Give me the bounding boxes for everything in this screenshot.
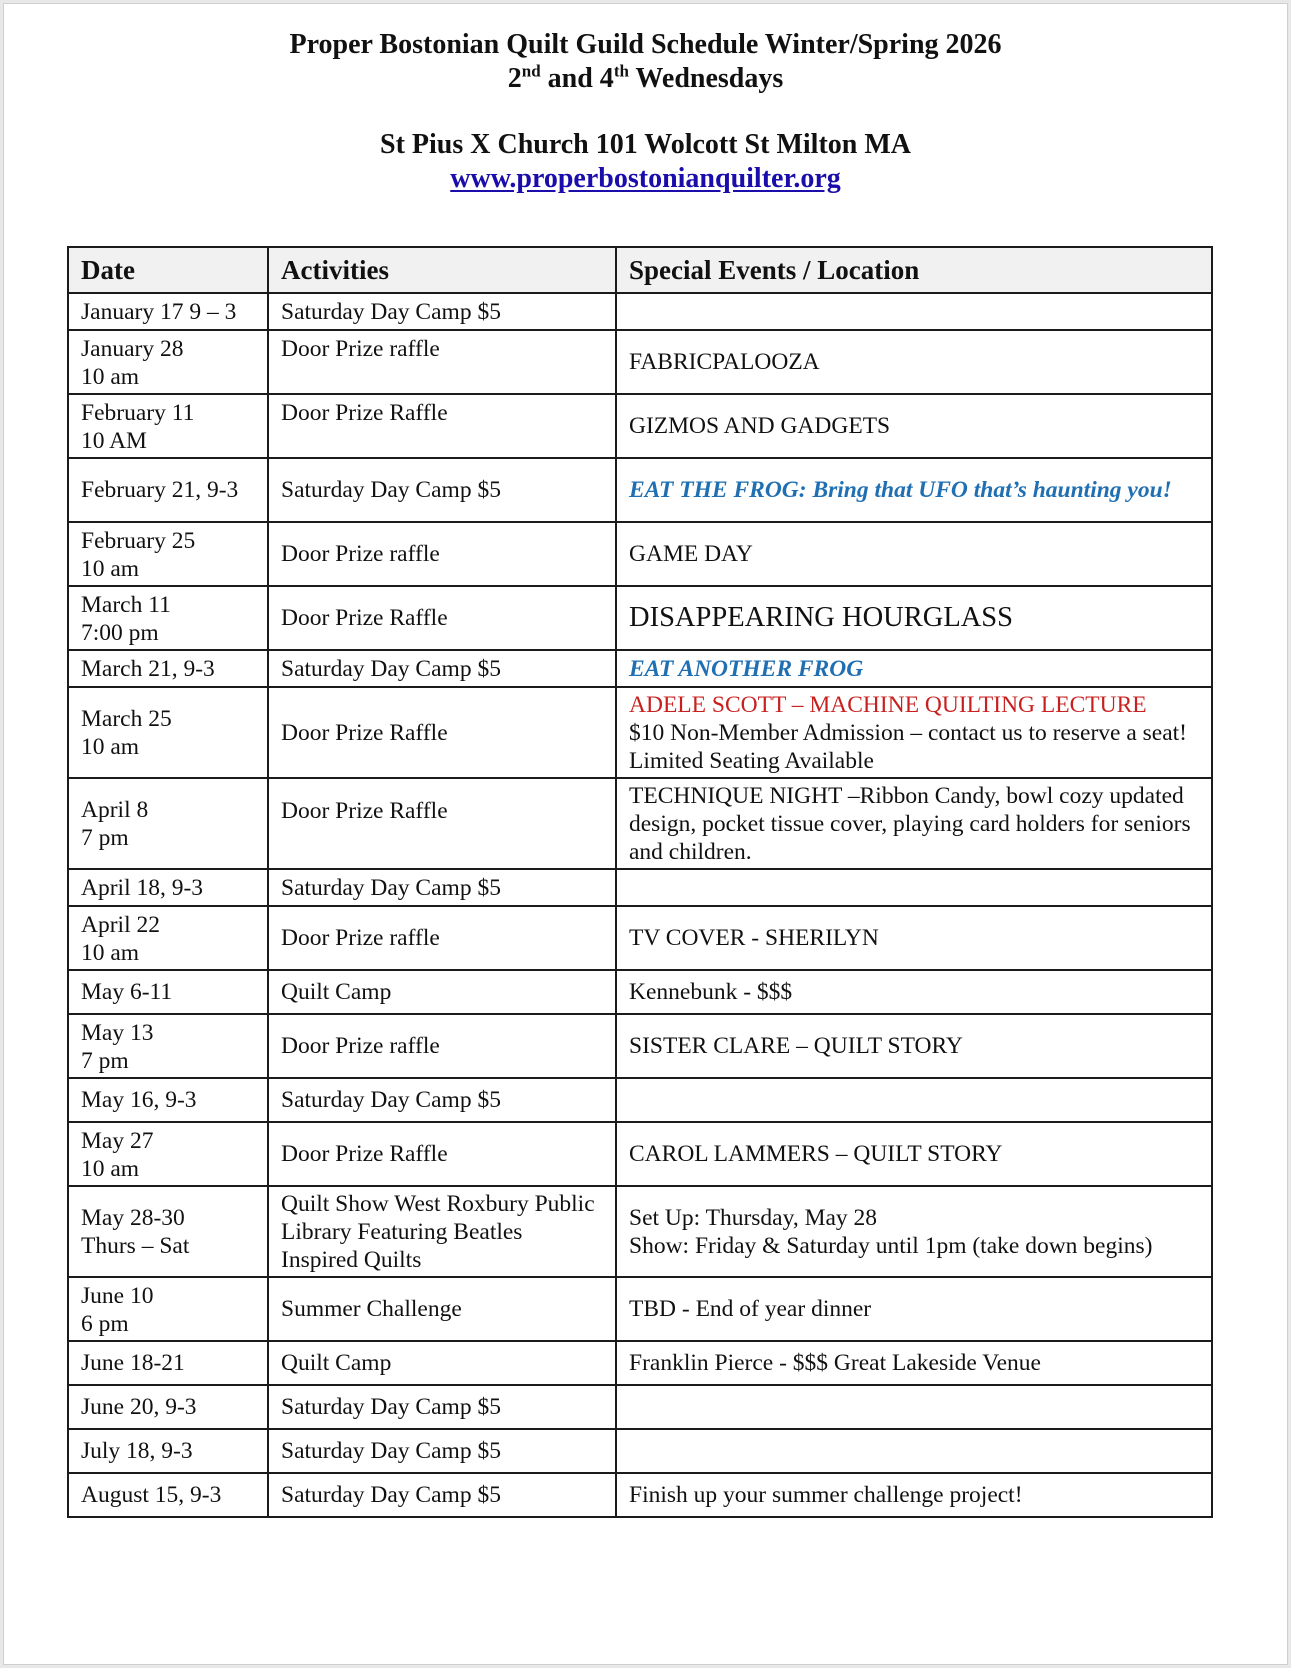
activity-cell: Door Prize Raffle	[268, 586, 616, 650]
table-row	[68, 906, 1212, 970]
date-cell: April 8 7 pm	[68, 778, 268, 869]
date-cell: February 11 10 AM	[68, 394, 268, 458]
event-cell: GIZMOS AND GADGETS	[616, 394, 1212, 458]
activity-cell: Saturday Day Camp $5	[268, 1385, 616, 1429]
activity-cell: Summer Challenge	[268, 1277, 616, 1341]
event-cell: SISTER CLARE – QUILT STORY	[616, 1014, 1212, 1078]
date-cell: March 21, 9-3	[68, 650, 268, 687]
venue-address: St Pius X Church 101 Wolcott St Milton MA	[380, 129, 911, 160]
date-cell: June 18-21	[68, 1341, 268, 1385]
activity-cell: Door Prize raffle	[268, 522, 616, 586]
activity-cell: Saturday Day Camp $5	[268, 293, 616, 330]
date-cell: March 11 7:00 pm	[68, 586, 268, 650]
date-cell: March 25 10 am	[68, 687, 268, 778]
table-row	[68, 687, 1212, 778]
event-cell	[616, 1385, 1212, 1429]
activity-cell: Quilt Show West Roxbury Public Library Featuring Beatles Inspired Quilts	[268, 1186, 616, 1277]
event-cell: Franklin Pierce - $$$ Great Lakeside Venue	[616, 1341, 1212, 1385]
activity-cell: Door Prize raffle	[268, 330, 616, 394]
activity-cell: Saturday Day Camp $5	[268, 458, 616, 522]
activity-cell: Door Prize Raffle	[268, 778, 616, 869]
event-cell: DISAPPEARING HOURGLASS	[616, 586, 1212, 650]
event-cell: Set Up: Thursday, May 28 Show: Friday & Saturday until 1pm (take down begins)	[616, 1186, 1212, 1277]
activity-cell: Saturday Day Camp $5	[268, 1473, 616, 1517]
event-cell: GAME DAY	[616, 522, 1212, 586]
website-link[interactable]: www.properbostonianquilter.org	[450, 163, 841, 194]
activity-cell: Door Prize Raffle	[268, 394, 616, 458]
activity-cell: Saturday Day Camp $5	[268, 650, 616, 687]
meeting-days: 2nd and 4th Wednesdays	[507, 61, 784, 94]
date-cell: May 27 10 am	[68, 1122, 268, 1186]
event-cell	[616, 1429, 1212, 1473]
date-cell: May 28-30 Thurs – Sat	[68, 1186, 268, 1277]
event-cell: Finish up your summer challenge project!	[616, 1473, 1212, 1517]
date-cell: May 16, 9-3	[68, 1078, 268, 1122]
table-row	[68, 1429, 1212, 1473]
table-header-row	[68, 247, 1212, 293]
document-header	[4, 28, 1287, 196]
date-cell: April 18, 9-3	[68, 869, 268, 906]
table-row	[68, 1122, 1212, 1186]
activity-cell: Saturday Day Camp $5	[268, 869, 616, 906]
table-row	[68, 1277, 1212, 1341]
table-row	[68, 869, 1212, 906]
event-cell	[616, 687, 1212, 778]
date-cell: June 10 6 pm	[68, 1277, 268, 1341]
date-cell: April 22 10 am	[68, 906, 268, 970]
table-row	[68, 970, 1212, 1014]
event-cell	[616, 869, 1212, 906]
event-cell: CAROL LAMMERS – QUILT STORY	[616, 1122, 1212, 1186]
date-cell: May 13 7 pm	[68, 1014, 268, 1078]
date-cell: January 28 10 am	[68, 330, 268, 394]
table-row	[68, 522, 1212, 586]
table-row	[68, 1473, 1212, 1517]
table-row	[68, 1341, 1212, 1385]
activity-cell: Door Prize Raffle	[268, 1122, 616, 1186]
event-cell: TECHNIQUE NIGHT –Ribbon Candy, bowl cozy updated design, pocket tissue cover, playing card holders for seniors and children.	[616, 778, 1212, 869]
activity-cell: Quilt Camp	[268, 1341, 616, 1385]
activity-cell: Door Prize Raffle	[268, 687, 616, 778]
date-cell: June 20, 9-3	[68, 1385, 268, 1429]
event-cell: TBD - End of year dinner	[616, 1277, 1212, 1341]
date-cell: February 25 10 am	[68, 522, 268, 586]
date-cell: January 17 9 – 3	[68, 293, 268, 330]
header-activities: Activities	[268, 247, 616, 293]
header-special-events: Special Events / Location	[616, 247, 1212, 293]
document-page	[3, 3, 1288, 1665]
activity-cell: Quilt Camp	[268, 970, 616, 1014]
date-cell: February 21, 9-3	[68, 458, 268, 522]
activity-cell: Saturday Day Camp $5	[268, 1078, 616, 1122]
activity-cell: Saturday Day Camp $5	[268, 1429, 616, 1473]
date-cell: July 18, 9-3	[68, 1429, 268, 1473]
date-cell: May 6-11	[68, 970, 268, 1014]
table-row	[68, 1014, 1212, 1078]
document-title: Proper Bostonian Quilt Guild Schedule Winter/Spring 2026	[289, 29, 1002, 60]
table-row	[68, 458, 1212, 522]
table-row	[68, 778, 1212, 869]
event-cell: Kennebunk - $$$	[616, 970, 1212, 1014]
event-cell	[616, 293, 1212, 330]
event-cell: FABRICPALOOZA	[616, 330, 1212, 394]
table-row	[68, 394, 1212, 458]
table-row	[68, 1078, 1212, 1122]
table-row	[68, 1186, 1212, 1277]
table-row	[68, 1385, 1212, 1429]
table-row	[68, 650, 1212, 687]
event-cell: TV COVER - SHERILYN	[616, 906, 1212, 970]
table-row	[68, 293, 1212, 330]
activity-cell: Door Prize raffle	[268, 906, 616, 970]
event-cell: EAT ANOTHER FROG	[616, 650, 1212, 687]
header-date: Date	[68, 247, 268, 293]
event-detail: $10 Non-Member Admission – contact us to reserve a seat! Limited Seating Available	[629, 719, 1187, 774]
table-row	[68, 330, 1212, 394]
event-highlight: ADELE SCOTT – MACHINE QUILTING LECTURE	[629, 691, 1147, 718]
table-row	[68, 586, 1212, 650]
event-cell	[616, 1078, 1212, 1122]
activity-cell: Door Prize raffle	[268, 1014, 616, 1078]
schedule-table	[67, 246, 1213, 1518]
date-cell: August 15, 9-3	[68, 1473, 268, 1517]
event-cell: EAT THE FROG: Bring that UFO that’s haunting you!	[616, 458, 1212, 522]
